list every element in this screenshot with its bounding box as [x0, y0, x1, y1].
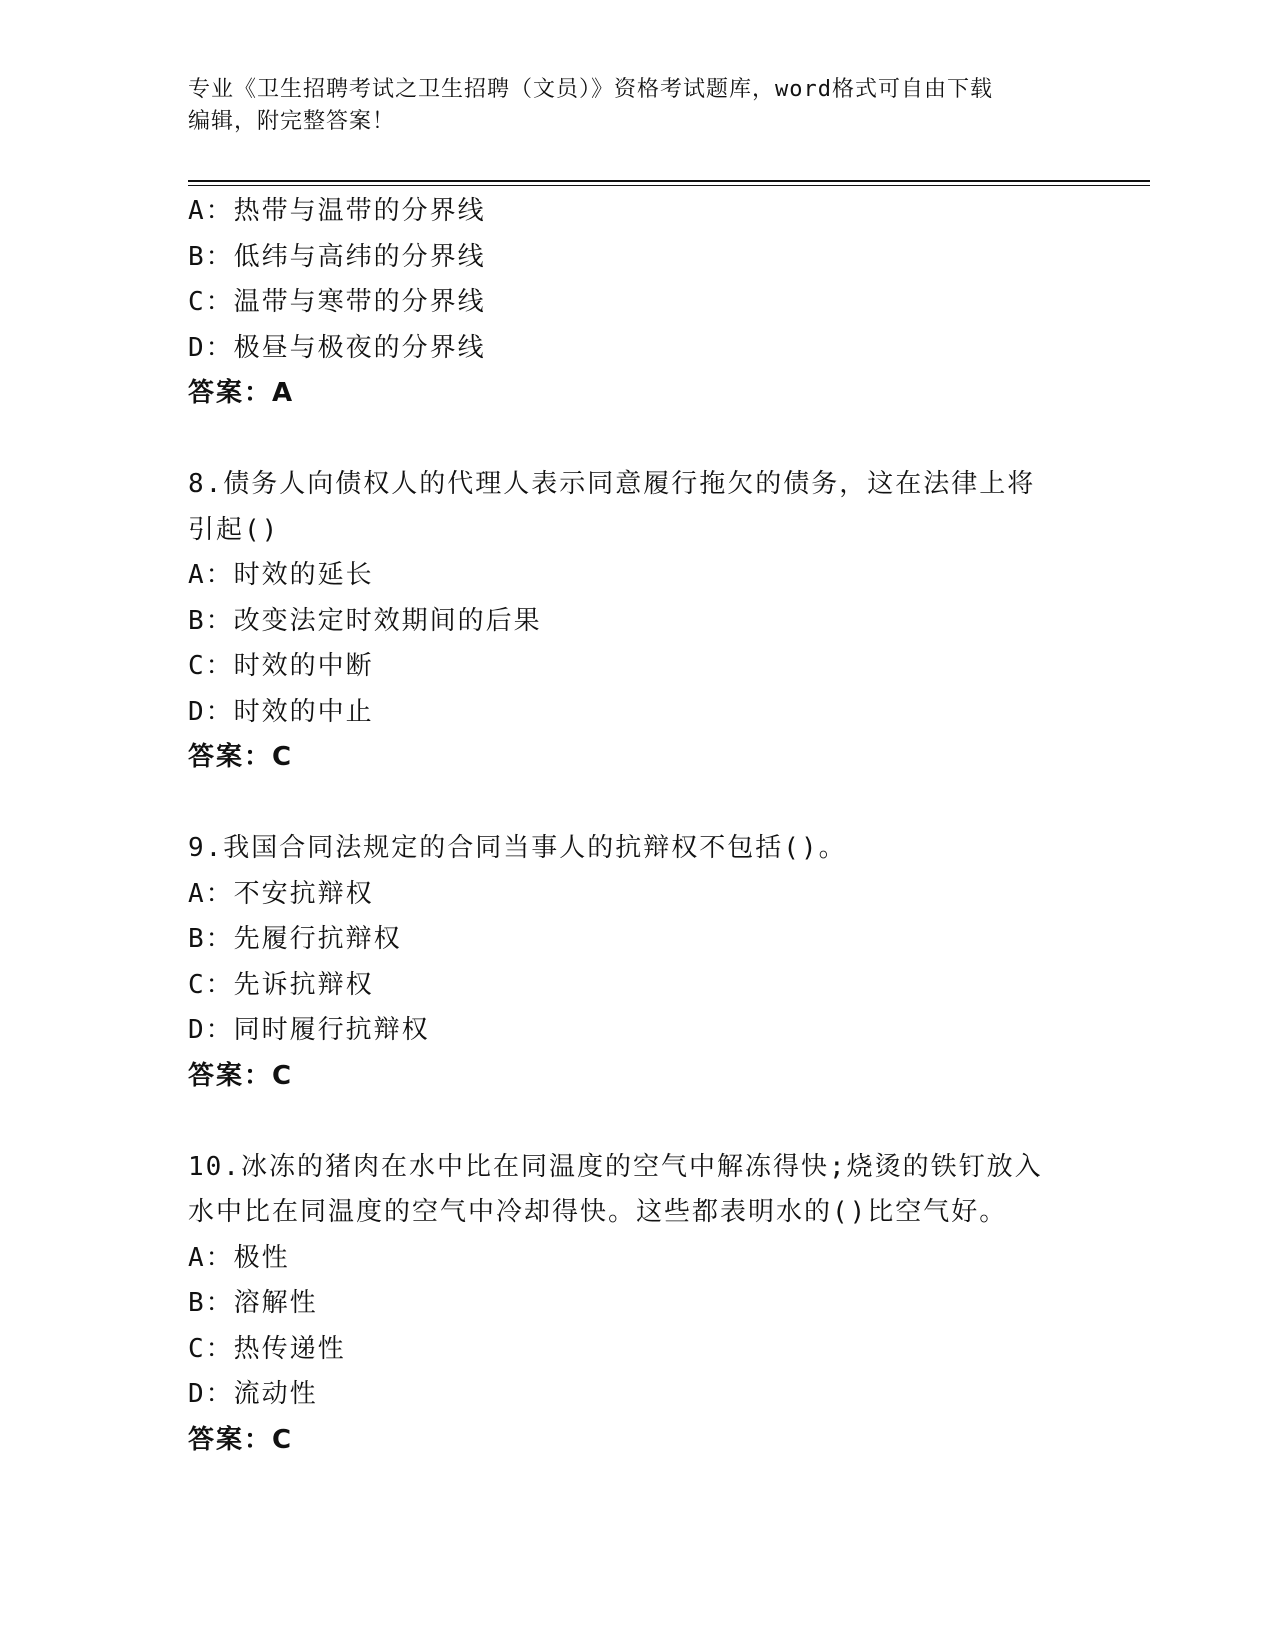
- question-stem-line-1: 8.债务人向债权人的代理人表示同意履行拖欠的债务，这在法律上将: [188, 469, 1036, 499]
- option-c: C：先诉抗辩权: [188, 969, 374, 1000]
- option-b: B：先履行抗辩权: [188, 924, 402, 954]
- document-header: [188, 74, 1088, 138]
- option-c: C：热传递性: [188, 1333, 346, 1364]
- option-d: D：流动性: [188, 1379, 318, 1409]
- question-list: [188, 189, 1088, 1463]
- option-b: B：溶解性: [188, 1288, 318, 1318]
- option-a: A：热带与温带的分界线: [188, 196, 486, 226]
- answer-line: 答案：C: [188, 1060, 294, 1091]
- option-d: D：同时履行抗辩权: [188, 1015, 430, 1045]
- question-10: [188, 1145, 1088, 1464]
- option-a: A：不安抗辩权: [188, 878, 374, 909]
- question-8: [188, 462, 1088, 781]
- answer-line: 答案：C: [188, 1424, 294, 1455]
- header-divider-thick: [188, 180, 1150, 182]
- option-b: B：改变法定时效期间的后果: [188, 605, 542, 636]
- option-d: D：极昼与极夜的分界线: [188, 332, 486, 363]
- question-stem-line-2: 引起(): [188, 514, 280, 545]
- header-divider-thin: [188, 185, 1150, 186]
- answer-line: 答案：A: [188, 378, 295, 408]
- header-line-2: 编辑，附完整答案！: [188, 109, 396, 134]
- answer-line: 答案：C: [188, 742, 294, 772]
- option-a: A：极性: [188, 1242, 290, 1273]
- question-stem-line-1: 9.我国合同法规定的合同当事人的抗辩权不包括()。: [188, 833, 847, 863]
- question-stem-line-2: 水中比在同温度的空气中冷却得快。这些都表明水的()比空气好。: [188, 1197, 1008, 1227]
- option-c: C：时效的中断: [188, 651, 374, 681]
- question-7: [188, 189, 1088, 417]
- option-b: B：低纬与高纬的分界线: [188, 241, 486, 272]
- spacer: [188, 781, 1088, 827]
- option-a: A：时效的延长: [188, 560, 374, 590]
- spacer: [188, 1099, 1088, 1145]
- header-line-1: 专业《卫生招聘考试之卫生招聘（文员）》资格考试题库，word格式可自由下载: [188, 77, 993, 102]
- spacer: [188, 417, 1088, 463]
- question-stem-line-1: 10.冰冻的猪肉在水中比在同温度的空气中解冻得快;烧烫的铁钉放入: [188, 1151, 1043, 1182]
- option-d: D：时效的中止: [188, 696, 374, 727]
- question-9: [188, 826, 1088, 1099]
- option-c: C：温带与寒带的分界线: [188, 287, 486, 317]
